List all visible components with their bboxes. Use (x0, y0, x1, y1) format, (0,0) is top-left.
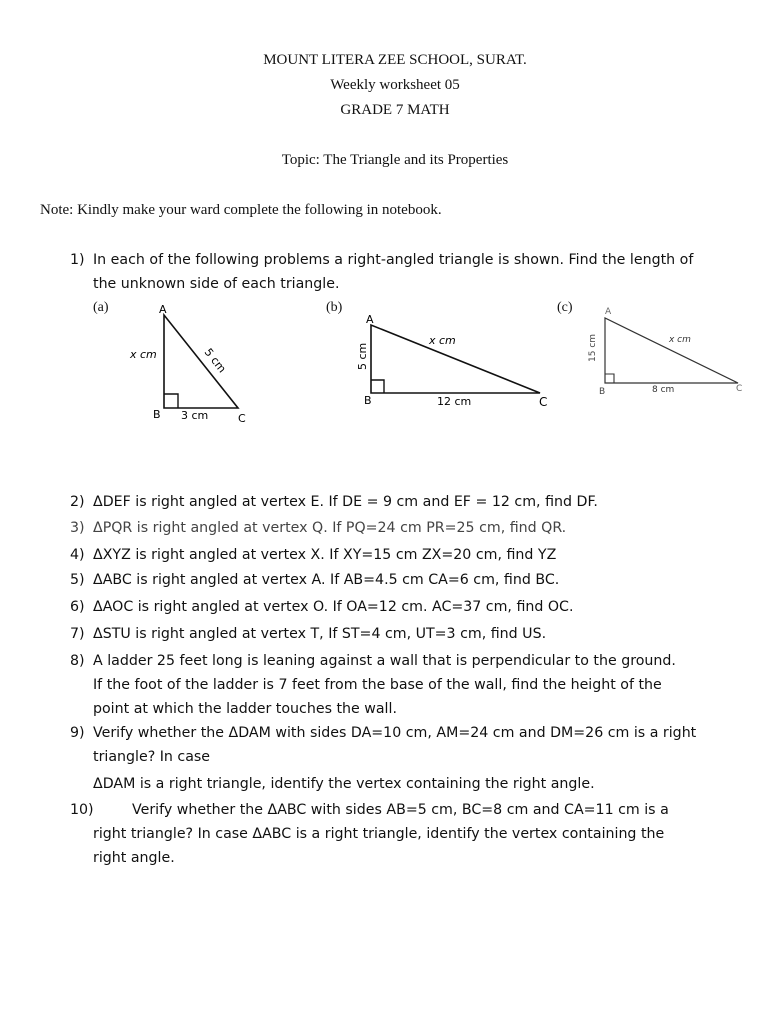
question-2-number: 2) (70, 494, 85, 510)
note-line: Note: Kindly make your ward complete the following in notebook. (40, 202, 442, 218)
triangle-b-side-ab: 5 cm (356, 342, 369, 370)
question-8-line-3: point at which the ladder touches the wall. (93, 701, 397, 717)
topic-line: Topic: The Triangle and its Properties (281, 152, 509, 168)
question-10-number: 10) (70, 802, 94, 818)
question-3-text: ΔPQR is right angled at vertex Q. If PQ=24 cm PR=25 cm, find QR. (93, 520, 567, 536)
triangle-a-vertex-b: B (153, 408, 161, 421)
question-6-number: 6) (70, 599, 85, 615)
triangle-b-side-bc: 12 cm (437, 395, 472, 408)
question-8-line-1: A ladder 25 feet long is leaning against a wall that is perpendicular to the ground. (93, 653, 676, 669)
question-5-text: ΔABC is right angled at vertex A. If AB=4.5 cm CA=6 cm, find BC. (93, 572, 560, 588)
question-9-line-3: ΔDAM is a right triangle, identify the vertex containing the right angle. (93, 776, 595, 792)
triangle-a-side-bc: 3 cm (181, 409, 209, 422)
question-1-line-2: the unknown side of each triangle. (93, 276, 340, 292)
question-1-line-1: In each of the following problems a right-angled triangle is shown. Find the length of (93, 252, 694, 268)
triangle-a-figure (120, 300, 260, 430)
triangle-c-shape (605, 318, 738, 383)
triangle-c-right-angle-mark (605, 374, 614, 383)
figure-b-label: (b) (326, 300, 343, 315)
triangle-b-side-ac: x cm (429, 334, 456, 347)
question-9-number: 9) (70, 725, 85, 741)
triangle-b-vertex-a: A (366, 313, 374, 326)
triangle-a-vertex-a: A (159, 303, 167, 316)
triangle-a-vertex-c: C (238, 412, 246, 425)
triangle-c-vertex-a: A (605, 307, 612, 317)
question-2-text: ΔDEF is right angled at vertex E. If DE = 9 cm and EF = 12 cm, find DF. (93, 494, 598, 510)
triangle-c-figure (578, 300, 748, 400)
triangle-c-vertex-c: C (736, 384, 743, 394)
triangle-c-vertex-b: B (599, 387, 606, 397)
worksheet-title: Weekly worksheet 05 (330, 77, 460, 93)
question-7-number: 7) (70, 626, 85, 642)
question-9-line-2: triangle? In case (93, 749, 211, 765)
triangle-b-vertex-c: C (539, 395, 548, 409)
question-10-line-1: Verify whether the ΔABC with sides AB=5 cm, BC=8 cm and CA=11 cm is a (132, 802, 669, 818)
figure-a-label: (a) (93, 300, 109, 315)
question-4-number: 4) (70, 547, 85, 563)
triangle-c-side-bc: 8 cm (652, 385, 675, 395)
figure-c-label: (c) (557, 300, 573, 315)
triangle-a-side-ac: 5 cm (201, 345, 229, 376)
school-name: MOUNT LITERA ZEE SCHOOL, SURAT. (263, 52, 527, 68)
question-7-text: ΔSTU is right angled at vertex T, If ST=4 cm, UT=3 cm, find US. (93, 626, 547, 642)
triangle-a-side-ab: x cm (130, 348, 157, 361)
triangle-b-right-angle-mark (371, 380, 384, 393)
triangle-c-side-ab: 15 cm (588, 333, 598, 362)
question-3-number: 3) (70, 520, 85, 536)
triangle-b-figure (340, 308, 570, 413)
question-8-number: 8) (70, 653, 85, 669)
triangle-a-right-angle-mark (164, 394, 178, 408)
triangle-b-vertex-b: B (364, 394, 372, 407)
question-10-line-3: right angle. (93, 850, 175, 866)
question-4-text: ΔXYZ is right angled at vertex X. If XY=15 cm ZX=20 cm, find YZ (93, 547, 557, 563)
question-8-line-2: If the foot of the ladder is 7 feet from the base of the wall, find the height of the (93, 677, 662, 693)
question-5-number: 5) (70, 572, 85, 588)
question-10-line-2: right triangle? In case ΔABC is a right triangle, identify the vertex containing the (93, 826, 665, 842)
question-1-number: 1) (70, 252, 85, 268)
triangle-c-side-ac: x cm (669, 335, 691, 345)
question-9-line-1: Verify whether the ΔDAM with sides DA=10 cm, AM=24 cm and DM=26 cm is a right (93, 725, 697, 741)
grade-label: GRADE 7 MATH (340, 102, 450, 118)
question-6-text: ΔAOC is right angled at vertex O. If OA=12 cm. AC=37 cm, find OC. (93, 599, 574, 615)
